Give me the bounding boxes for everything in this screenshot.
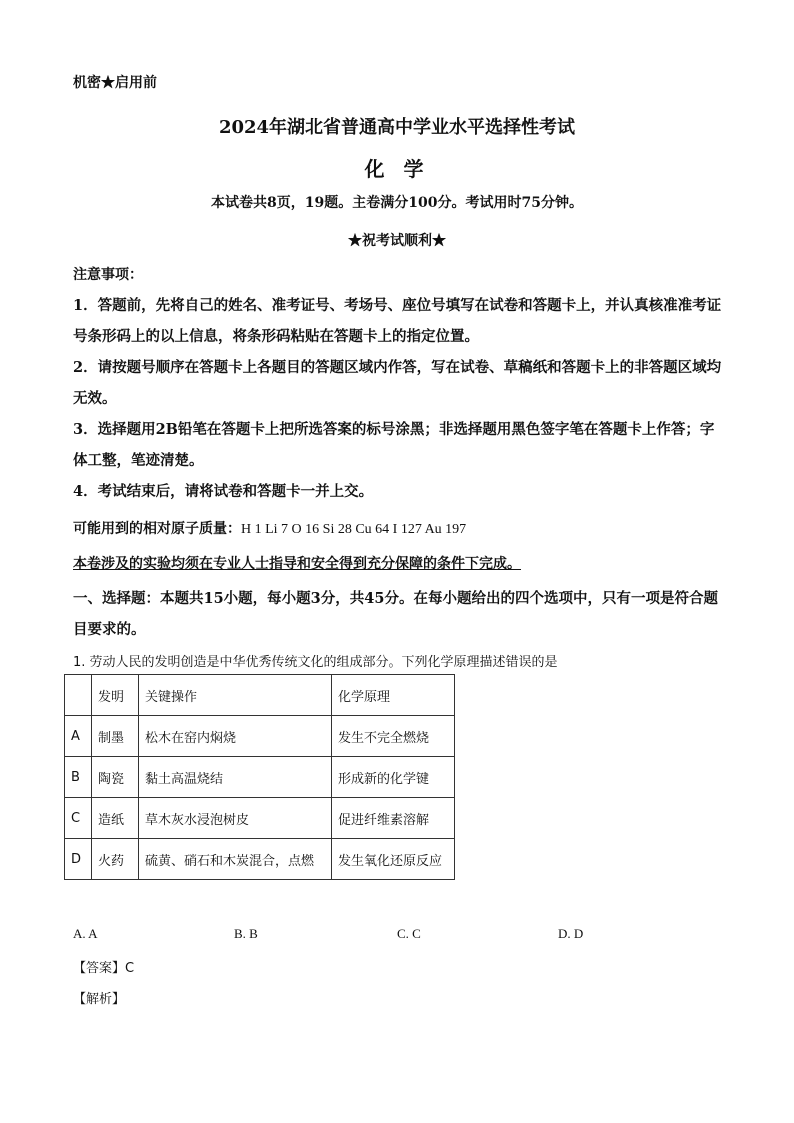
table-row: [65, 839, 455, 880]
table-cell: B: [65, 757, 92, 798]
question-1-table: [64, 674, 455, 880]
subject-title: 化 学: [364, 157, 430, 181]
table-cell: A: [65, 716, 92, 757]
table-cell: 促进纤维素溶解: [332, 798, 455, 839]
option-b[interactable]: B. B: [234, 926, 258, 941]
table-cell: 火药: [92, 839, 139, 880]
answer-label: 【答案】: [73, 961, 126, 976]
note-item-4: 4．考试结束后，请将试卷和答题卡一并上交。: [73, 483, 374, 500]
table-header-cell: 化学原理: [332, 675, 455, 716]
atomic-masses-values: H 1 Li 7 O 16 Si 28 Cu 64 I 127 Au 197: [241, 522, 467, 537]
answer-line: [73, 957, 134, 976]
table-cell: 发生氧化还原反应: [332, 839, 455, 880]
note-item-1: 1．答题前，先将自己的姓名、准考证号、考场号、座位号填写在试卷和答题卡上，并认真核准准考证号条形码上的以上信息，将条形码粘贴在答题卡上的指定位置。: [73, 297, 722, 345]
table-cell: 黏土高温烧结: [139, 757, 332, 798]
table-cell: 发生不完全燃烧: [332, 716, 455, 757]
note-item-3: 3．选择题用2B铅笔在答题卡上把所选答案的标号涂黑；非选择题用黑色签字笔在答题卡上作答；字体工整，笔迹清楚。: [73, 421, 715, 469]
note-item-2: 2．请按题号顺序在答题卡上各题目的答题区域内作答，写在试卷、草稿纸和答题卡上的非答题区域均无效。: [73, 359, 722, 407]
table-cell: 形成新的化学键: [332, 757, 455, 798]
table-cell: D: [65, 839, 92, 880]
answer-value: C: [125, 961, 135, 976]
table-header-row: [65, 675, 455, 716]
table-row: [65, 716, 455, 757]
table-cell: 造纸: [92, 798, 139, 839]
table-cell: 陶瓷: [92, 757, 139, 798]
table-cell: 草木灰水浸泡树皮: [139, 798, 332, 839]
option-a[interactable]: A. A: [73, 926, 98, 941]
table-header-cell: 发明: [92, 675, 139, 716]
table-cell: 硫黄、硝石和木炭混合，点燃: [139, 839, 332, 880]
exam-info: 本试卷共8页，19题。主卷满分100分。考试用时75分钟。: [211, 195, 583, 211]
option-d[interactable]: D. D: [558, 926, 584, 941]
safety-note: 本卷涉及的实验均须在专业人士指导和安全得到充分保障的条件下完成。: [73, 556, 521, 572]
question-1-stem: 1. 劳动人民的发明创造是中华优秀传统文化的组成部分。下列化学原理描述错误的是: [73, 655, 558, 670]
good-luck-line: ★祝考试顺利★: [348, 233, 446, 249]
atomic-masses-label: 可能用到的相对原子质量：: [73, 521, 241, 537]
notes-heading: 注意事项：: [73, 267, 143, 283]
atomic-masses: [73, 518, 466, 538]
table-cell: 制墨: [92, 716, 139, 757]
exam-title: 2024年湖北省普通高中学业水平选择性考试: [218, 117, 576, 138]
section-1-heading: 一、选择题：本题共15小题，每小题3分，共45分。在每小题给出的四个选项中，只有一项是符合题目要求的。: [73, 590, 718, 638]
table-cell: C: [65, 798, 92, 839]
confidential-label: 机密★启用前: [73, 75, 157, 91]
table-header-cell: 关键操作: [139, 675, 332, 716]
table-cell: 松木在窑内焖烧: [139, 716, 332, 757]
option-c[interactable]: C. C: [397, 926, 421, 941]
table-header-cell: [65, 675, 92, 716]
table-row: [65, 798, 455, 839]
explanation-label: 【解析】: [73, 992, 126, 1007]
table-row: [65, 757, 455, 798]
